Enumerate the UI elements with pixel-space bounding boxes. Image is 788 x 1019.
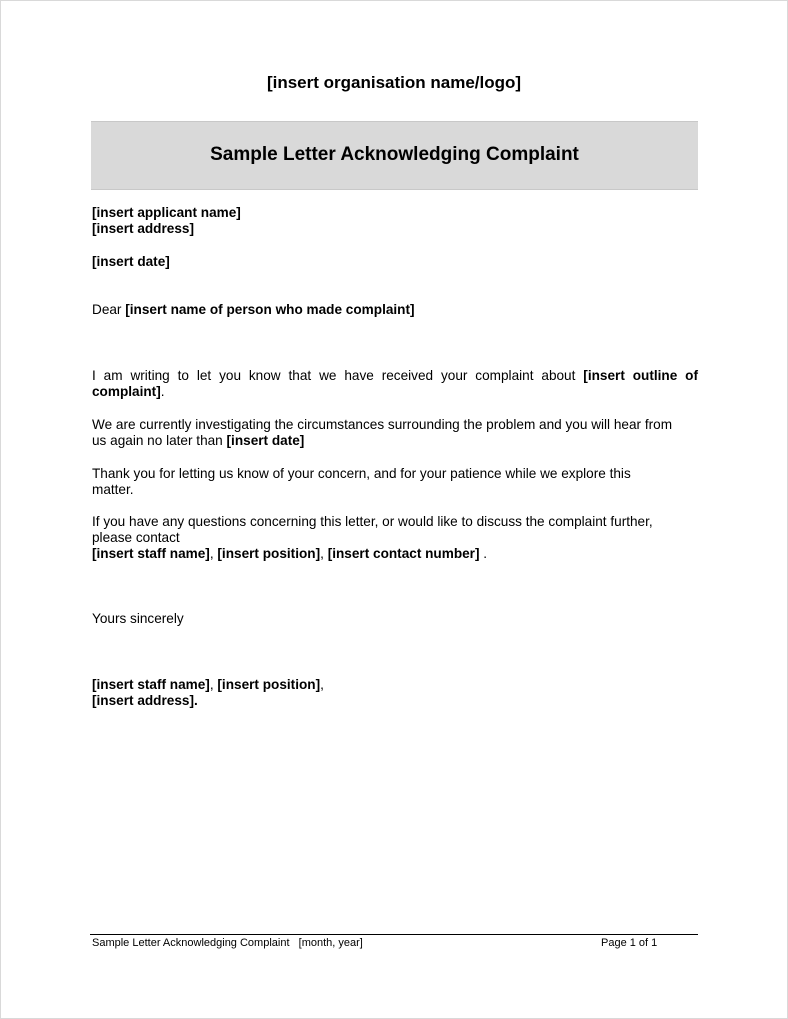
salutation-name: [insert name of person who made complaint]: [125, 302, 415, 317]
document-title: Sample Letter Acknowledging Complaint: [210, 144, 579, 165]
footer-page-number: Page 1 of 1: [601, 937, 658, 949]
letter-date: [insert date]: [92, 254, 170, 269]
footer-rule: [90, 934, 698, 935]
paragraph-2-line-1: We are currently investigating the circumstances surrounding the problem and you will hear from: [92, 417, 673, 432]
salutation: [92, 302, 698, 318]
paragraph-4-line-3: [insert staff name], [insert position], [insert contact number] .: [92, 546, 488, 561]
organisation-name: [insert organisation name/logo]: [266, 73, 522, 92]
applicant-name: [insert applicant name]: [92, 205, 241, 220]
paragraph-4-line-2: please contact: [92, 530, 180, 545]
sign-off: Yours sincerely: [92, 611, 184, 626]
applicant-address: [insert address]: [92, 221, 194, 236]
salutation-prefix: Dear: [92, 302, 122, 317]
title-band: [91, 121, 698, 190]
paragraph-1-line-1: I am writing to let you know that we have received your complaint about [insert outline of: [92, 368, 699, 383]
paragraph-3-line-1: Thank you for letting us know of your concern, and for your patience while we explore this: [92, 466, 631, 481]
footer-left: Sample Letter Acknowledging Complaint [month, year]: [92, 937, 363, 949]
paragraph-1-line-2: complaint].: [92, 384, 165, 399]
paragraph-3-line-2: matter.: [92, 482, 134, 497]
signature-line-1: [insert staff name], [insert position],: [92, 677, 324, 692]
paragraph-2-line-2: us again no later than [insert date]: [92, 433, 305, 448]
signature-address: [insert address].: [92, 693, 198, 708]
paragraph-4-line-1: If you have any questions concerning this letter, or would like to discuss the complaint further,: [92, 514, 653, 529]
